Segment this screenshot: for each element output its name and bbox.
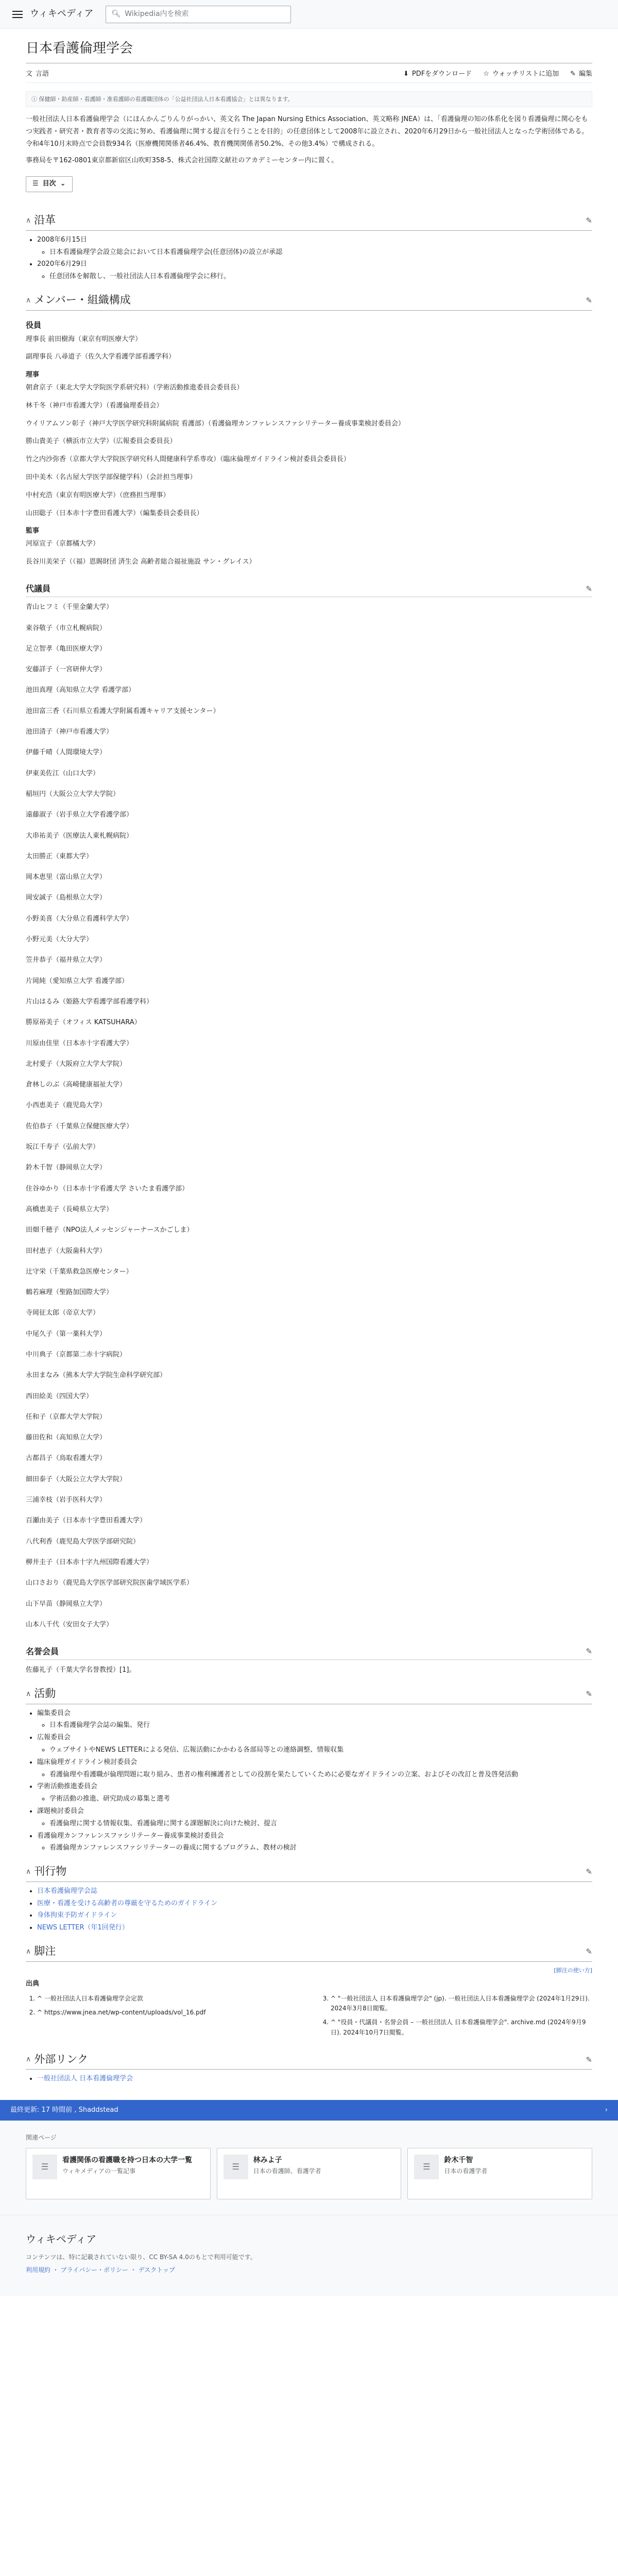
representative-line: 鈴木千智（静岡県立大学） [26,1164,107,1172]
section-edit-icon[interactable]: ✎ [586,1689,592,1699]
representative-line: 寺岡征太郎（帝京大学） [26,1309,100,1317]
footer-wordmark: ウィキペディア [26,2233,97,2246]
activity-name: 学術活動推進委員会 [37,1783,98,1791]
representative-line: 勝原裕美子（オフィス KATSUHARA） [26,1019,141,1027]
section-title: メンバー・組織構成 [34,293,131,306]
representative-line: 片岡純（愛知県立大学 看護学部） [26,977,129,985]
vice-chair-line: 副理事長 八尋道子（佐久大学看護学部看護学科） [26,353,176,361]
list-item: ◦ 看護倫理に関する情報収集、看護倫理に関する課題解決に向けた検討、提言 [49,1819,592,1829]
page-title: 日本看護倫理学会 [26,38,592,63]
representative-line: 遠藤淑子（岩手県立大学看護学部） [26,811,133,819]
representative-line: 太田勝正（東都大学） [26,852,93,860]
reference-item[interactable]: 3. ^ "一般社団法人 日本看護倫理学会" (jp). 一般社団法人日本看護倫理学会 (2024年1月29日). 2024年3月8日閲覧。 [331,1994,592,2013]
activity-name: 課題検討委員会 [37,1807,84,1815]
publication-link[interactable]: 身体拘束予防ガイドライン [37,1911,117,1920]
list-item [37,1923,592,1934]
representative-line: 高橋恵美子（長崎県立大学） [26,1205,113,1213]
director-line: 山田聡子（日本赤十字豊田看護大学）（編集委員会委員長） [26,509,203,517]
publication-link[interactable]: 日本看護倫理学会誌 [37,1887,98,1895]
chevron-up-icon: ∧ [26,2055,31,2064]
representative-line: 八代利香（鹿児島大学医学部研究院） [26,1537,140,1546]
related-card-subtitle: ウィキメディアの一覧記事 [62,2167,136,2175]
list-icon: ☰ [32,180,39,188]
representative-line: 山下早苗（静岡県立大学） [26,1600,107,1608]
section-edit-icon[interactable]: ✎ [586,2055,592,2064]
menu-icon[interactable] [12,11,23,18]
representative-line: 岡安誠子（島根県立大学） [26,894,107,902]
activity-item [37,1782,592,1805]
representative-line: 百瀬由美子（日本赤十字豊田看護大学） [26,1517,147,1525]
representative-line: 大串祐美子（医療法人東札幌病院） [26,832,133,840]
section-title: 刊行物 [34,1865,67,1878]
representative-line: 住谷ゆかり（日本赤十字看護大学 さいたま看護学部） [26,1184,189,1193]
list-item: ◦ 任意団体を解散し、一般社団法人日本看護倫理学会に移行。 [49,272,592,282]
activity-name: 編集委員会 [37,1709,71,1717]
directors-heading: 理事 [26,371,40,379]
external-link[interactable]: 一般社団法人 日本看護倫理学会 [37,2075,133,2083]
chevron-up-icon: ∧ [26,216,31,225]
list-item: • 2008年6月15日 ◦ 日本看護倫理学会設立総会において日本看護倫理学会(任意団体)の設立が承認 [37,235,592,258]
list-item: ◦ 日本看護倫理学会設立総会において日本看護倫理学会(任意団体)の設立が承認 [49,247,592,258]
toc-button[interactable] [26,176,73,192]
site-logo[interactable]: ウィキペディア [30,8,94,20]
activity-name: 臨床倫理ガイドライン検討委員会 [37,1758,138,1766]
representative-line: 岡本恵里（富山県立大学） [26,873,107,882]
activity-item [37,1708,592,1732]
auditors-heading: 監事 [26,527,40,535]
related-cards [26,2148,592,2199]
top-bar [0,0,618,29]
section-notes-header[interactable] [26,1943,592,1962]
edit-button[interactable] [570,69,592,80]
last-updated-text: 最終更新: 17 時間前 , Shaddstead [10,2106,118,2114]
related-card-title: 鈴木千智 [444,2156,473,2165]
section-activities-header[interactable] [26,1685,592,1704]
pdf-label: PDFをダウンロード [411,70,472,78]
representative-line: 池田富三香（石川県立看護大学附属看護キャリア支援センター） [26,707,220,715]
representative-line: 西田絵美（四国大学） [26,1392,93,1400]
watchlist-button[interactable] [483,69,559,80]
representative-line: 永田まなみ（熊本大学大学院生命科学研究部） [26,1371,167,1380]
representative-line: 倉林しのぶ（高崎健康福祉大学） [26,1081,127,1089]
page-icon: ☰ [224,2155,248,2179]
related-card[interactable] [407,2148,592,2199]
auditor-line: 河原宣子（京都橘大学） [26,540,100,548]
section-external-header[interactable] [26,2051,592,2070]
license-text: コンテンツは、特に記載されていない限り、CC BY-SA 4.0のもとで利用可能です。 [26,2253,256,2261]
representative-line: 山本八千代（安田女子大学） [26,1620,113,1629]
representative-line: 池田真理（高知県立大学 看護学部） [26,686,135,694]
officers-heading: 役員 [26,320,42,330]
page-icon: ☰ [32,2155,57,2179]
list-item [37,1910,592,1921]
section-edit-icon[interactable]: ✎ [586,584,592,594]
search-placeholder: Wikipedia内を検索 [125,10,189,19]
lead-paragraph-2: 事務局を〒162-0801東京都新宿区山吹町358-5、株式会社国際文献社のアカデミーセンター内に置く。 [26,157,338,165]
honorary-header [26,1645,592,1660]
list-item: • 2020年6月29日 ◦ 任意団体を解散し、一般社団法人日本看護倫理学会に移行。 [37,259,592,282]
activity-name: 広報委員会 [37,1734,71,1742]
representative-line: 田畑千穂子（NPO法人メッセンジャーナースかごしま） [26,1226,194,1234]
list-item: ◦ 学術活動の推進、研究助成の募集と選考 [49,1794,592,1805]
directors-list [26,383,592,519]
representative-line: 稲垣円（大阪公立大学大学院） [26,790,120,798]
activity-item [37,1757,592,1781]
references [26,1994,592,2042]
toc-label: 目次 [42,180,56,188]
representative-line: 小野元美（大分大学） [26,936,93,944]
pdf-download-button[interactable] [403,69,472,80]
representative-line: 藤田佐和（高知県立大学） [26,1434,107,1442]
pencil-icon: ✎ [570,70,576,78]
related-card[interactable] [217,2148,402,2199]
related-card-subtitle: 日本の看護師、看護学者 [253,2167,321,2175]
representative-line: 北村愛子（大阪府立大学大学院） [26,1060,127,1068]
reference-item[interactable]: 2. ^ https://www.jnea.net/wp-content/uploads/vol_16.pdf [37,2008,299,2018]
auditor-line: 長谷川美栄子（（福）恩賜財団 済生会 高齢者総合福祉施設 サン・グレイス） [26,557,256,566]
representative-line: 辻守栄（千葉県救急医療センター） [26,1267,133,1276]
history-list [37,235,592,282]
watchlist-label: ウォッチリストに追加 [492,70,559,78]
related-card[interactable] [26,2148,211,2199]
related-card-title: 看護関係の看護職を持つ日本の大学一覧 [62,2156,192,2165]
representative-line: 青山ヒフミ（千里金蘭大学） [26,603,113,612]
edit-label: 編集 [578,70,592,78]
representative-line: 佐伯恭子（千葉県立保健医療大学） [26,1122,133,1130]
section-title: 外部リンク [34,2053,88,2065]
footer-links[interactable]: 利用規約 ・ プライバシー・ポリシー ・ デスクトップ [26,2266,175,2274]
representative-line: 任和子（京都大学大学院） [26,1413,107,1421]
reps-list [26,602,592,1630]
publication-link[interactable]: NEWS LETTER（年1回発行） [37,1924,129,1932]
representative-line: 鶴若麻理（聖路加国際大学） [26,1289,113,1297]
last-updated-bar[interactable] [0,2100,618,2121]
star-icon: ☆ [483,70,489,78]
sources-heading: 出典 [26,1980,40,1988]
language-label: 言語 [36,70,49,78]
chevron-up-icon: ∧ [26,1867,31,1876]
representative-line: 川原由佳里（日本赤十字看護大学） [26,1039,133,1047]
footnote-help-link[interactable]: [脚注の使い方] [554,1967,592,1974]
article [26,29,592,2084]
reps-heading: 代議員 [26,583,51,594]
page-toolbar [26,66,592,83]
chevron-down-icon: ⌄ [60,180,66,188]
representative-line: 柳井圭子（日本赤十字九州国際看護大学） [26,1558,153,1566]
section-edit-icon[interactable]: ✎ [586,295,592,305]
section-edit-icon[interactable]: ✎ [586,1946,592,1956]
hatnote: ⓘ 保健師・助産師・看護師・准看護師の看護職団体の「公益社団法人日本看護協会」とは異なります。 [26,91,592,108]
reference-item[interactable]: 4. ^ "役員・代議員・名誉会員 – 一般社団法人 日本看護倫理学会". archive.md (2024年9月9日). 2024年10月7日閲覧。 [331,2018,592,2037]
representative-line: 田村恵子（大阪歯科大学） [26,1247,107,1255]
list-item [37,1886,592,1897]
section-title: 活動 [34,1687,56,1700]
representative-line: 小野美喜（大分県立看護科学大学） [26,914,133,923]
representative-line: 東谷敬子（市立札幌病院） [26,624,107,632]
related-title: 関連ページ [26,2134,57,2142]
publication-link[interactable]: 医療・看護を受ける高齢者の尊厳を守るためのガイドライン [37,1899,218,1907]
publications-list [37,1886,592,1934]
director-line: ウイリアムソン彰子（神戸大学医学研究科附属病院 看護部）（看護倫理カンファレンスファシリテーター養成事業検討委員会） [26,419,405,428]
external-links-list [37,2074,592,2084]
chair-line: 理事長 前田樹海（東京有明医療大学） [26,335,142,343]
footer [0,2215,618,2296]
references-right [331,1994,592,2042]
director-line: 中村充浩（東京有明医療大学）（庶務担当理事） [26,491,170,499]
activity-item [37,1806,592,1829]
representative-line: 中尾久子（第一薬科大学） [26,1330,107,1338]
reps-header [26,582,592,598]
director-line: 勝山貴美子（横浜市立大学）（広報委員会委員長） [26,437,177,446]
auditors-list [26,539,592,568]
list-item [37,2074,592,2084]
list-item: ◦ 看護倫理カンファレンスファシリテーターの養成に関するプログラム、教材の検討 [49,1843,592,1854]
director-line: 朝倉京子（東北大学大学院医学系研究科）（学術活動推進委員会委員長） [26,383,244,392]
representative-line: 三浦幸枝（岩手医科大学） [26,1496,107,1504]
list-item: ◦ ウェブサイトやNEWS LETTERによる発信、広報活動にかかわる各部局等との連絡調整、情報収集 [49,1745,592,1756]
activity-item [37,1733,592,1756]
honorary-member: 佐藤礼子（千葉大学名誉教授）[1]。 [26,1666,136,1674]
search-icon: 🔍︎ [111,10,121,19]
references-left [37,1994,299,2042]
representative-line: 中川典子（京都第二赤十字病院） [26,1350,127,1359]
lead-paragraph: 一般社団法人日本看護倫理学会（にほんかんごりんりがっかい、英文名 The Japan Nursing Ethics Association、英文略称 JNEA）は、「看護倫理の知の体系化を図り看護倫理に関心をもつ実践者・研究者・教育者等の交流に努め、看護倫理に関する提言を行うことを目的」の任意団体として2008年に設立され、2020年6月29日から一般社団法人となった学術団体である。令和4年10月末時点で会員数934名（医療機関関係者46.4%、教育機関関係者50.2%、その他3.4%）で構成される。 [26,115,589,148]
director-line: 田中美木（名古屋大学医学部保健学科）（会計担当理事） [26,473,197,481]
section-title: 沿革 [34,214,56,227]
chevron-up-icon: ∧ [26,296,31,304]
representative-line: 古都昌子（鳥取看護大学） [26,1454,107,1463]
activities-list [37,1708,592,1854]
list-item: ◦ 看護倫理や看護職が倫理問題に取り組み、患者の権利擁護者としての役割を果たしていくために必要なガイドラインの立案、およびその改訂と普及啓発活動 [49,1770,592,1781]
search-input[interactable] [106,6,291,23]
chevron-up-icon: ∧ [26,1689,31,1698]
representative-line: 池田清子（神戸市看護大学） [26,728,113,736]
section-publications-header[interactable] [26,1863,592,1882]
section-title: 脚注 [34,1944,56,1957]
representative-line: 坂江千寿子（弘前大学） [26,1143,100,1151]
related-card-subtitle: 日本の看護学者 [444,2167,488,2175]
representative-line: 山口さおり（鹿児島大学医学部研究院医歯学域医学系） [26,1579,194,1587]
honorary-heading: 名誉会員 [26,1646,59,1656]
activity-item [37,1831,592,1854]
section-edit-icon[interactable]: ✎ [586,1647,592,1656]
download-icon: ⬇ [403,70,409,78]
page-icon: ☰ [414,2155,439,2179]
representative-line: 伊東美佐江（山口大学） [26,769,100,777]
chevron-up-icon: ∧ [26,1947,31,1956]
related-card-title: 林みよ子 [253,2156,282,2165]
related-pages [0,2121,618,2215]
director-line: 林千冬（神戸市看護大学）（看護倫理委員会） [26,401,163,410]
director-line: 竹之内沙弥香（京都大学大学院医学研究科人間健康科学系専攻）（臨床倫理ガイドライン検討委員会委員長） [26,455,350,464]
language-icon: 文 [26,70,33,78]
section-edit-icon[interactable]: ✎ [586,215,592,225]
representative-line: 細田泰子（大阪公立大学大学院） [26,1475,127,1483]
activity-name: 看護倫理カンファレンスファシリテーター養成事業検討委員会 [37,1832,224,1840]
language-button[interactable] [26,69,49,80]
reference-item[interactable]: 1. ^ 一般社団法人日本看護倫理学会定款 [37,1994,299,2004]
chevron-right-icon: › [605,2106,608,2114]
representative-line: 片山はるみ（姫路大学看護学部看護学科） [26,997,153,1006]
representative-line: 安藤詳子（一宮研伸大学） [26,666,107,674]
section-edit-icon[interactable]: ✎ [586,1867,592,1876]
list-item: ◦ 日本看護倫理学会誌の編集、発行 [49,1720,592,1731]
representative-line: 伊藤千晴（人間環境大学） [26,749,107,757]
representative-line: 笠井恭子（福井県立大学） [26,956,107,964]
section-history-header[interactable] [26,212,592,231]
representative-line: 小西恵美子（鹿児島大学） [26,1101,107,1110]
list-item [37,1899,592,1909]
section-members-header[interactable] [26,292,592,311]
representative-line: 足立智孝（亀田医療大学） [26,645,107,653]
